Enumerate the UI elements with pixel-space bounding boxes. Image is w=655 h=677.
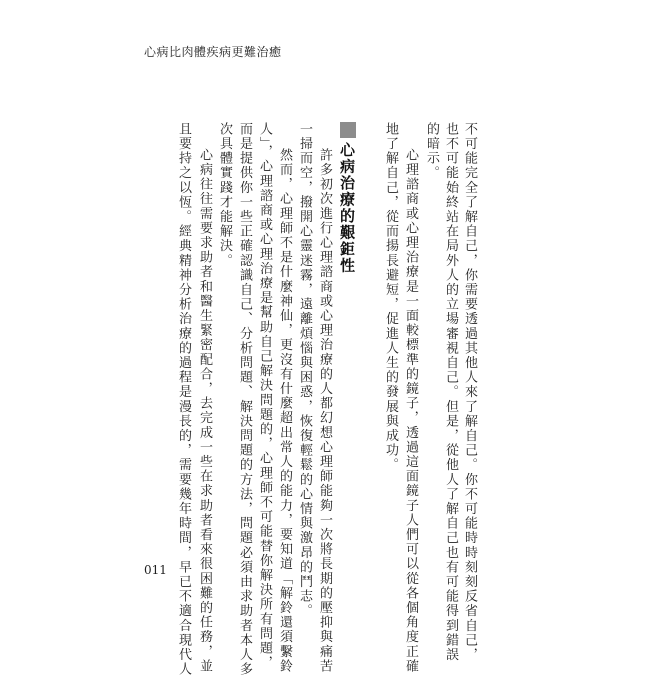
running-head-title: 心病比肉體疾病更難治癒 [144, 45, 282, 59]
heading-marker [340, 122, 356, 138]
body-line-1: 不可能完全了解自己，你需要透過其他人來了解自己。你不可能時時刻刻反省自己， [462, 122, 477, 663]
body-line-7: 一掃而空，撥開心靈迷霧，遠離煩惱與困惑，恢復輕鬆的心情與激昂的鬥志。 [297, 122, 312, 619]
body-line-12: 心病往往需要求助者和醫生緊密配合，去完成一些在求助者看來很困難的任務，並 [197, 148, 212, 674]
body-line-2: 也不可能始終站在局外人的立場審視自己。但是，從他人了解自己也有可能得到錯誤 [443, 122, 458, 663]
page-number: 011 [144, 563, 167, 577]
body-line-10: 而是提供你一些正確認識自己、分析問題、解決問題的方法，問題必須由求助者本人多 [237, 122, 252, 677]
body-line-3: 的暗示。 [424, 122, 439, 181]
body-line-8: 然而，心理師不是什麼神仙，更沒有什麼超出常人的能力，要知道「解鈴還須繫鈴 [277, 148, 292, 674]
section-heading-text: 心病治療的艱鉅性 [338, 142, 356, 274]
body-line-9: 人」，心理諮商或心理治療是幫助自己解決問題的，心理師不可能替你解決所有問題， [257, 122, 272, 671]
section-heading [338, 122, 357, 274]
body-line-5: 地了解自己，從而揚長避短，促進人生的發展與成功。 [383, 122, 398, 473]
body-line-11: 次具體實踐才能解決。 [217, 122, 232, 268]
body-line-4: 心理諮商或心理治療是一面較標準的鏡子，透過這面鏡子人們可以從各個角度正確 [403, 148, 418, 674]
body-line-6: 許多初次進行心理諮商或心理治療的人都幻想心理師能夠一次將長期的壓抑與痛苦 [317, 148, 332, 674]
body-line-13: 且要持之以恆。經典精神分析治療的過程是漫長的，需要幾年時間，早已不適合現代人 [176, 122, 191, 677]
